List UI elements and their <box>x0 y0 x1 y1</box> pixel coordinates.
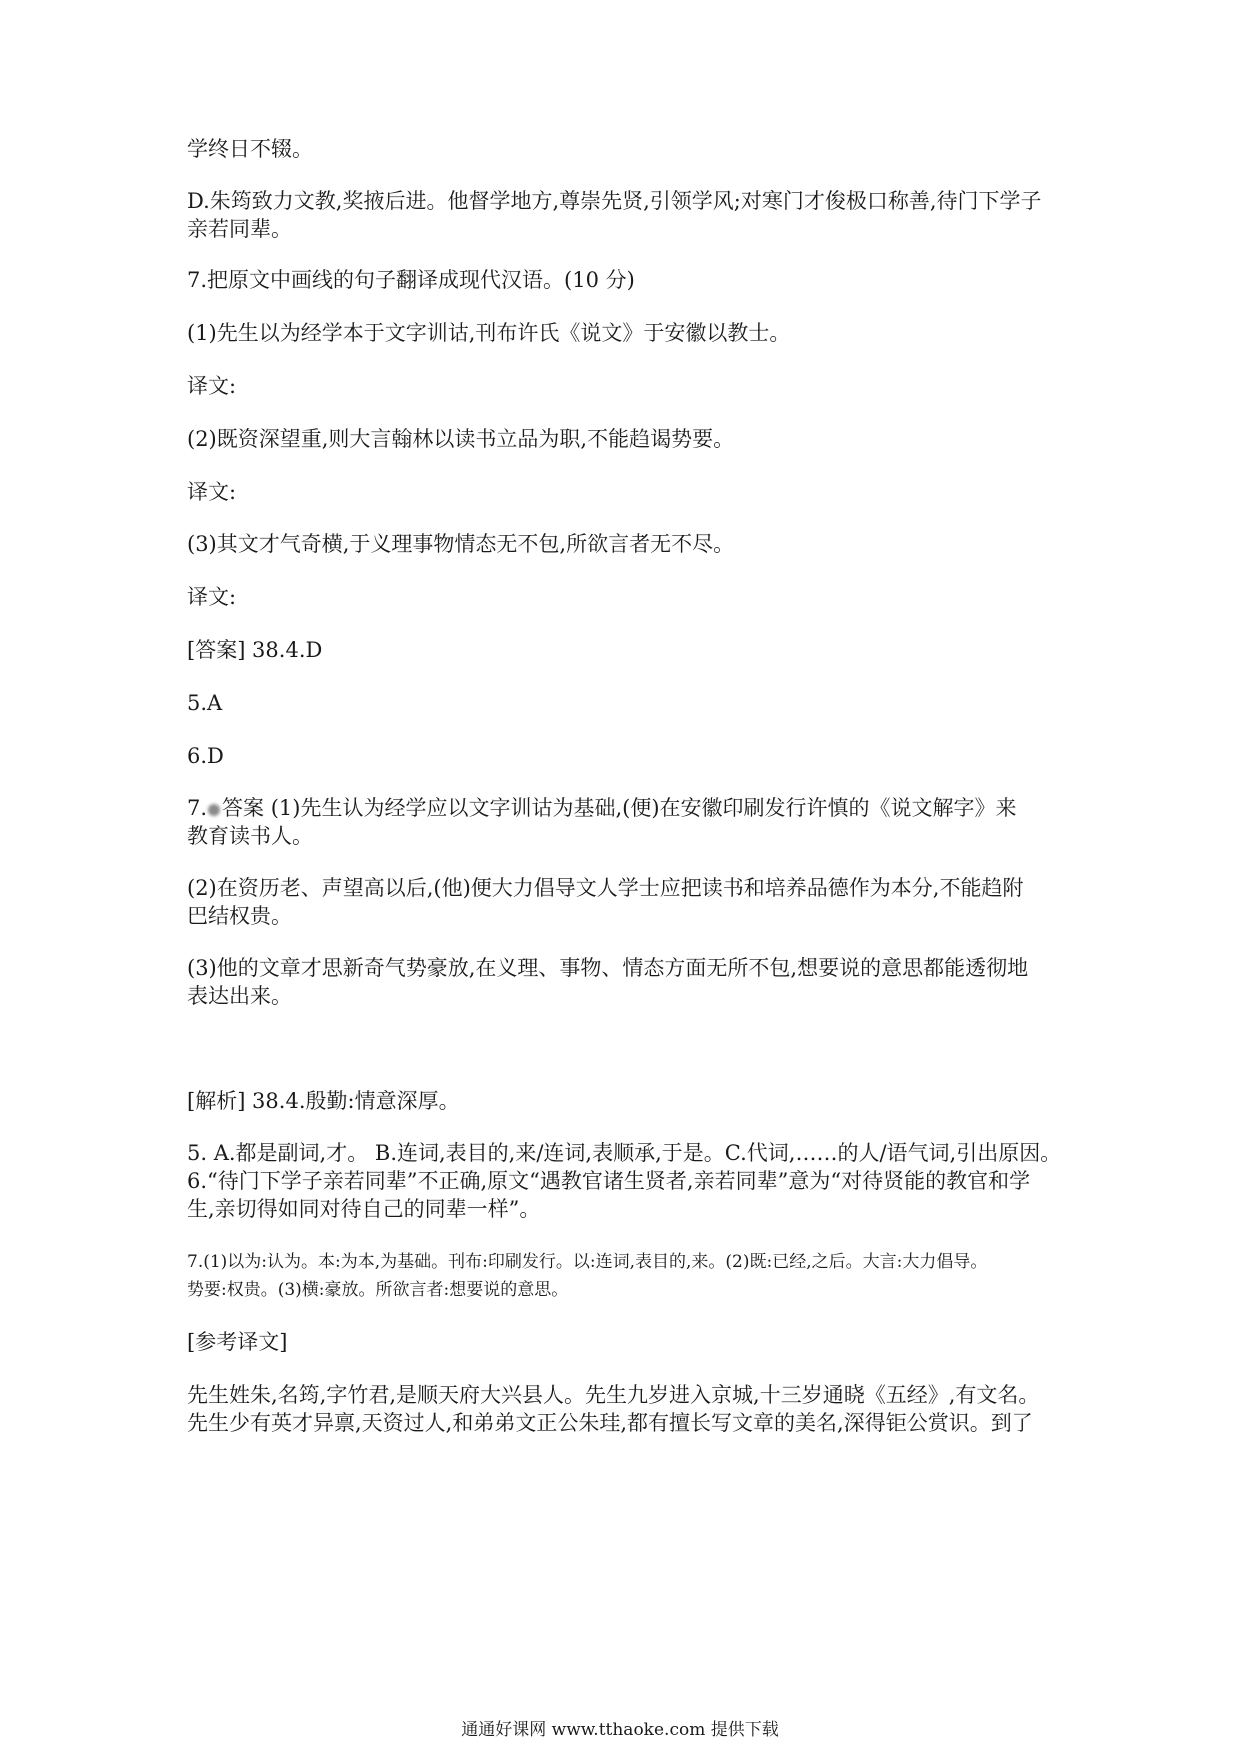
question-7-heading: 7.把原文中画线的句子翻译成现代汉语。(10 分) <box>187 268 635 292</box>
text-line: 亲若同辈。 <box>187 217 292 241</box>
page-footer: 通通好课网 www.tthaoke.com 提供下载 <box>461 1720 779 1740</box>
text-line: 势要:权贵。(3)横:豪放。所欲言者:想要说的意思。 <box>187 1280 569 1300</box>
answer-6: 6.D <box>187 744 224 768</box>
answer-7-text: 答案 (1)先生认为经学应以文字训诂为基础,(便)在安徽印刷发行许慎的《说文解字》来 <box>222 796 1017 820</box>
text-line: (3)他的文章才思新奇气势豪放,在义理、事物、情态方面无所不包,想要说的意思都能透彻地 <box>187 956 1029 980</box>
analysis-7: 7.(1)以为:认为。本:为本,为基础。刊布:印刷发行。以:连词,表目的,来。(2)既:已经,之后。大言:大力倡导。 <box>187 1252 988 1272</box>
text-line: 巴结权贵。 <box>187 904 292 928</box>
text-line: 学终日不辍。 <box>187 137 313 161</box>
reference-translation-text: 先生姓朱,名筠,字竹君,是顺天府大兴县人。先生九岁进入京城,十三岁通晓《五经》,有文名。 <box>187 1383 1040 1407</box>
translation-label: 译文: <box>187 374 237 398</box>
blurred-mark-icon <box>208 804 220 816</box>
sentence-3: (3)其文才气奇横,于义理事物情态无不包,所欲言者无不尽。 <box>187 532 735 556</box>
translation-label: 译文: <box>187 480 237 504</box>
answer-5: 5.A <box>187 691 223 715</box>
text-line: 教育读书人。 <box>187 824 313 848</box>
sentence-2: (2)既资深望重,则大言翰林以读书立品为职,不能趋谒势要。 <box>187 427 735 451</box>
sentence-1: (1)先生以为经学本于文字训诂,刊布许氏《说文》于安徽以教士。 <box>187 321 791 345</box>
answer-heading: [答案] 38.4.D <box>187 638 323 662</box>
analysis-6: 6.“待门下学子亲若同辈”不正确,原文“遇教官诸生贤者,亲若同辈”意为“对待贤能的教官和学 <box>187 1169 1031 1193</box>
reference-translation-text: 先生少有英才异禀,天资过人,和弟弟文正公朱珪,都有擅长写文章的美名,深得钜公赏识。到了 <box>187 1411 1033 1435</box>
option-d-text: D.朱筠致力文教,奖掖后进。他督学地方,尊崇先贤,引领学风;对寒门才俊极口称善,待门下学子 <box>187 189 1042 213</box>
translation-label: 译文: <box>187 585 237 609</box>
text-line: 表达出来。 <box>187 984 292 1008</box>
text-line: 生,亲切得如同对待自己的同辈一样”。 <box>187 1197 541 1221</box>
answer-7-number: 7. <box>187 796 208 820</box>
analysis-heading: [解析] 38.4.殷勤:情意深厚。 <box>187 1089 460 1113</box>
reference-translation-heading: [参考译文] <box>187 1330 288 1354</box>
text-line: (2)在资历老、声望高以后,(他)便大力倡导文人学士应把读书和培养品德作为本分,不能趋附 <box>187 876 1024 900</box>
analysis-5: 5. A.都是副词,才。 B.连词,表目的,来/连词,表顺承,于是。C.代词,……的人/语气词,引出原因。 <box>187 1141 1062 1165</box>
